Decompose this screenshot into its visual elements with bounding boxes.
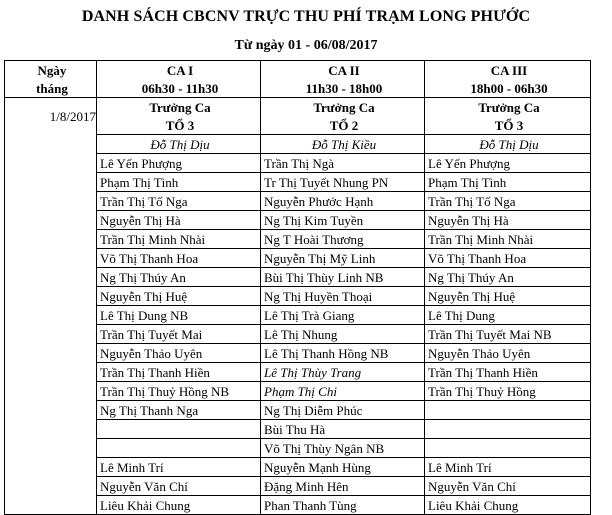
staff-name-cell: Trần Thị Ngà	[261, 154, 425, 173]
staff-name-cell: Trần Thị Thuỷ Hồng	[425, 382, 591, 401]
date-empty-cell	[5, 325, 97, 344]
header-row-2	[5, 79, 591, 98]
staff-name-cell: Ng T Hoài Thương	[261, 230, 425, 249]
date-cell: 1/8/2017	[5, 98, 97, 135]
staff-name-cell: Trần Thị Minh Nhài	[425, 230, 591, 249]
date-empty-cell	[5, 173, 97, 192]
staff-name-cell: Nguyễn Thảo Uyên	[97, 344, 261, 363]
table-row	[5, 268, 591, 287]
staff-name-cell: Trần Thị Tuyết Mai	[97, 325, 261, 344]
staff-name-cell: Ng Thị Thanh Nga	[97, 401, 261, 420]
staff-name-cell: Lê Thị Dung NB	[97, 306, 261, 325]
shift-3-team: TỔ 3	[425, 116, 591, 135]
staff-name-cell: Nguyễn Văn Chí	[97, 477, 261, 496]
staff-name-cell: Trần Thị Tố Nga	[97, 192, 261, 211]
date-header-label-2: tháng	[5, 79, 97, 98]
date-empty-cell	[5, 249, 97, 268]
staff-name-cell: Phạm Thị Chi	[261, 382, 425, 401]
table-row	[5, 458, 591, 477]
staff-name-cell: Võ Thị Thanh Hoa	[97, 249, 261, 268]
staff-name-cell: Trần Thị Tố Nga	[425, 192, 591, 211]
staff-name-cell	[425, 420, 591, 439]
staff-name-cell: Nguyễn Thị Hà	[425, 211, 591, 230]
date-empty-cell	[5, 211, 97, 230]
shift-3-time: 18h00 - 06h30	[425, 79, 591, 98]
staff-name-cell: Trần Thị Thuỷ Hồng NB	[97, 382, 261, 401]
leader-label-row	[5, 98, 591, 117]
shift-1-leader-label: Trưởng Ca	[97, 98, 261, 117]
shift-2-leader-label: Trưởng Ca	[261, 98, 425, 117]
staff-name-cell	[97, 420, 261, 439]
staff-name-cell	[425, 439, 591, 458]
header-row-1	[5, 61, 591, 80]
table-row	[5, 439, 591, 458]
table-row	[5, 230, 591, 249]
staff-name-cell: Nguyễn Thị Hà	[97, 211, 261, 230]
date-empty-cell	[5, 401, 97, 420]
shift-2-team: TỔ 2	[261, 116, 425, 135]
staff-name-cell: Bùi Thị Thùy Linh NB	[261, 268, 425, 287]
date-empty-cell	[5, 268, 97, 287]
date-empty-cell	[5, 420, 97, 439]
shift-2-time: 11h30 - 18h00	[261, 79, 425, 98]
staff-name-cell: Phạm Thị Tình	[425, 173, 591, 192]
staff-name-cell: Trần Thị Tuyết Mai NB	[425, 325, 591, 344]
shift-2-name: CA II	[261, 61, 425, 80]
date-empty-cell	[5, 135, 97, 154]
staff-name-cell: Lê Minh Trí	[425, 458, 591, 477]
date-empty-cell	[5, 230, 97, 249]
table-row	[5, 325, 591, 344]
staff-name-cell: Nguyễn Mạnh Hùng	[261, 458, 425, 477]
staff-name-cell: Bùi Thu Hà	[261, 420, 425, 439]
staff-name-cell: Lê Thị Trà Giang	[261, 306, 425, 325]
table-row	[5, 249, 591, 268]
date-empty-cell	[5, 382, 97, 401]
roster-table	[4, 60, 591, 515]
staff-name-cell: Nguyễn Thảo Uyên	[425, 344, 591, 363]
staff-name-cell: Ng Thị Thúy An	[425, 268, 591, 287]
staff-name-cell: Phạm Thị Tình	[97, 173, 261, 192]
staff-name-cell: Ng Thị Huyền Thoại	[261, 287, 425, 306]
leader-name-row	[5, 135, 591, 154]
staff-rows	[5, 154, 591, 515]
shift-1-team: TỔ 3	[97, 116, 261, 135]
date-empty-cell	[5, 458, 97, 477]
date-header-label-1: Ngày	[5, 61, 97, 80]
date-empty-cell	[5, 287, 97, 306]
staff-name-cell: Lê Thị Nhung	[261, 325, 425, 344]
staff-name-cell: Liêu Khải Chung	[425, 496, 591, 515]
staff-name-cell: Trần Thị Minh Nhài	[97, 230, 261, 249]
shift-3-name: CA III	[425, 61, 591, 80]
staff-name-cell: Ng Thị Diễm Phúc	[261, 401, 425, 420]
shift-2-leader-name: Đỗ Thị Kiều	[261, 135, 425, 154]
table-row	[5, 344, 591, 363]
date-empty-cell	[5, 439, 97, 458]
staff-name-cell: Võ Thị Thùy Ngân NB	[261, 439, 425, 458]
staff-name-cell	[97, 439, 261, 458]
staff-name-cell: Lê Thị Thùy Trang	[261, 363, 425, 382]
shift-3-leader-name: Đỗ Thị Dịu	[425, 135, 591, 154]
table-row	[5, 154, 591, 173]
staff-name-cell: Lê Thị Dung	[425, 306, 591, 325]
staff-name-cell: Phan Thanh Tùng	[261, 496, 425, 515]
date-empty-cell	[5, 344, 97, 363]
shift-3-leader-label: Trưởng Ca	[425, 98, 591, 117]
document-subtitle: Từ ngày 01 - 06/08/2017	[234, 38, 378, 53]
staff-name-cell: Đặng Minh Hên	[261, 477, 425, 496]
staff-name-cell: Trần Thị Thanh Hiền	[97, 363, 261, 382]
staff-name-cell: Ng Thị Thúy An	[97, 268, 261, 287]
table-row	[5, 363, 591, 382]
staff-name-cell: Nguyễn Phước Hạnh	[261, 192, 425, 211]
staff-name-cell: Lê Yến Phượng	[97, 154, 261, 173]
table-row	[5, 306, 591, 325]
staff-name-cell: Nguyễn Thị Mỹ Linh	[261, 249, 425, 268]
staff-name-cell: Võ Thị Thanh Hoa	[425, 249, 591, 268]
staff-name-cell: Trần Thị Thanh Hiền	[425, 363, 591, 382]
shift-1-time: 06h30 - 11h30	[97, 79, 261, 98]
table-row	[5, 192, 591, 211]
table-row	[5, 496, 591, 515]
table-row	[5, 401, 591, 420]
staff-name-cell: Ng Thị Kim Tuyền	[261, 211, 425, 230]
date-empty-cell	[5, 306, 97, 325]
staff-name-cell: Liêu Khải Chung	[97, 496, 261, 515]
staff-name-cell: Nguyễn Thị Huệ	[97, 287, 261, 306]
date-empty-cell	[5, 363, 97, 382]
staff-name-cell: Lê Minh Trí	[97, 458, 261, 477]
table-row	[5, 382, 591, 401]
staff-name-cell: Nguyễn Văn Chí	[425, 477, 591, 496]
staff-name-cell: Tr Thị Tuyết Nhung PN	[261, 173, 425, 192]
document-title: DANH SÁCH CBCNV TRỰC THU PHÍ TRẠM LONG PHƯỚC	[81, 8, 531, 25]
date-empty-cell	[5, 154, 97, 173]
table-row	[5, 287, 591, 306]
staff-name-cell: Nguyễn Thị Huệ	[425, 287, 591, 306]
date-empty-cell	[5, 496, 97, 515]
shift-1-leader-name: Đỗ Thị Dịu	[97, 135, 261, 154]
staff-name-cell	[425, 401, 591, 420]
table-row	[5, 420, 591, 439]
shift-1-name: CA I	[97, 61, 261, 80]
table-row	[5, 211, 591, 230]
table-row	[5, 173, 591, 192]
staff-name-cell: Lê Yến Phượng	[425, 154, 591, 173]
date-empty-cell	[5, 192, 97, 211]
staff-name-cell: Lê Thị Thanh Hồng NB	[261, 344, 425, 363]
